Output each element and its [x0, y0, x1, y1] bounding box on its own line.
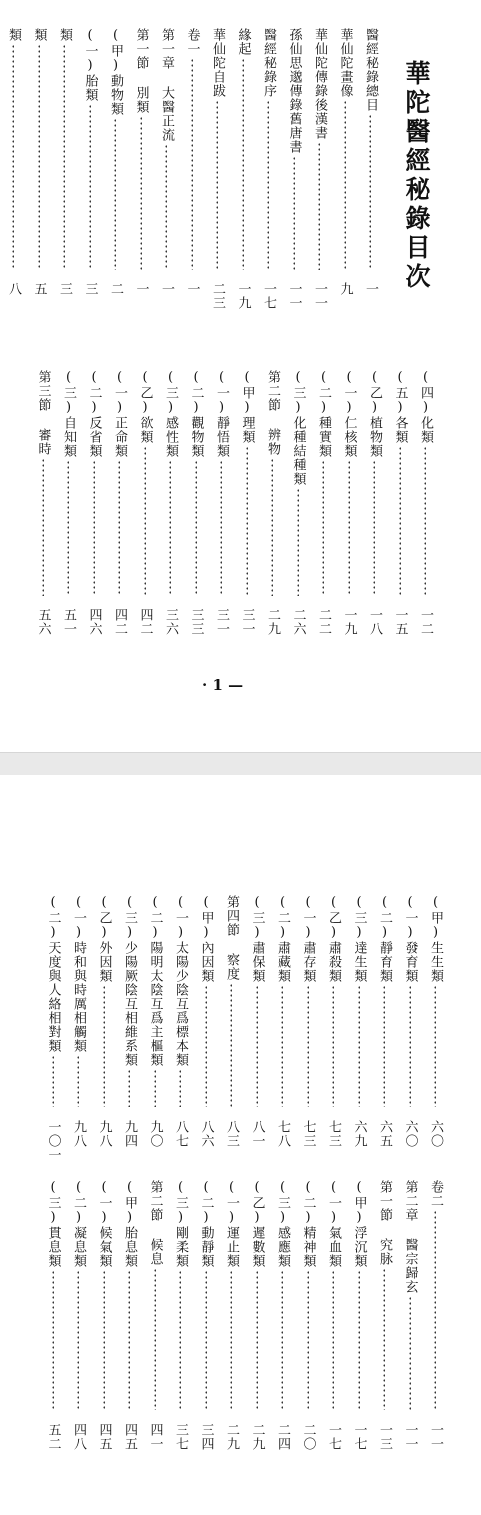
leader-dots: [256, 1270, 258, 1410]
toc-entry[interactable]: [258, 28, 278, 272]
toc-entry-page: 一八: [367, 608, 382, 636]
toc-entry-page: 一: [159, 282, 174, 296]
leader-dots: [230, 1270, 232, 1410]
toc-entry-label: (二)精神類: [300, 1180, 316, 1268]
leader-dots: [332, 1270, 334, 1410]
leader-dots: [307, 985, 309, 1107]
toc-entry-page: 二九: [249, 1423, 265, 1451]
leader-dots: [179, 1270, 181, 1410]
toc-entry-label: (三)剛柔類: [173, 1180, 188, 1268]
toc-entry-page: 六九: [351, 1120, 367, 1148]
toc-entry[interactable]: [237, 370, 257, 598]
leader-dots: [169, 460, 171, 596]
toc-entry-page: 七三: [326, 1120, 341, 1148]
toc-entry[interactable]: [390, 370, 410, 598]
toc-entry[interactable]: [43, 1180, 63, 1412]
toc-entry[interactable]: [131, 28, 151, 272]
toc-entry-page: 三一: [214, 608, 229, 636]
leader-dots: [140, 116, 142, 270]
toc-entry-label: (二)觀物類: [188, 370, 204, 458]
toc-entry[interactable]: [247, 1180, 267, 1412]
toc-entry-page: 二四: [275, 1423, 290, 1451]
toc-entry-page: 九八: [96, 1120, 112, 1148]
toc-entry-page: 一九: [341, 608, 357, 636]
toc-entry-label: (二)反省類: [86, 370, 102, 458]
leader-dots: [89, 104, 91, 270]
toc-entry[interactable]: [288, 370, 308, 598]
toc-entry-label: (乙)遲數類: [249, 1180, 265, 1268]
toc-entry-page: 四六: [86, 608, 102, 636]
toc-entry-label: (甲)胎息類: [122, 1180, 137, 1268]
toc-entry-page: 一一: [312, 282, 327, 310]
leader-dots: [118, 460, 120, 596]
leader-dots: [322, 460, 324, 596]
toc-entry-label: (一)太陽少陰互爲標本類: [173, 895, 188, 1067]
leader-dots: [12, 44, 14, 270]
toc-entry-page: 一〇一: [45, 1120, 61, 1162]
leader-dots: [67, 460, 69, 596]
toc-entry-label: (三)感性類: [163, 370, 178, 458]
leader-dots: [307, 1270, 309, 1410]
leader-dots: [230, 983, 232, 1107]
toc-entry[interactable]: [109, 370, 129, 598]
toc-entry[interactable]: [233, 28, 253, 272]
toc-entry-label: 類: [6, 28, 21, 42]
toc-entry-label: (三)達生類: [351, 895, 367, 983]
toc-entry-page: 七八: [275, 1120, 290, 1148]
toc-entry[interactable]: [425, 1180, 445, 1412]
toc-entry-label: 卷一: [184, 28, 200, 56]
leader-dots: [293, 156, 295, 270]
toc-entry-label: (甲)浮沉類: [351, 1180, 367, 1268]
toc-entry-page: 九〇: [147, 1120, 163, 1148]
leader-dots: [434, 985, 436, 1107]
leader-dots: [220, 460, 222, 596]
page-separator: [0, 752, 481, 776]
toc-entry-label: 第一節 別類: [133, 28, 149, 114]
toc-entry[interactable]: [170, 1180, 190, 1412]
toc-entry-label: 第四節 察度: [224, 895, 239, 981]
toc-entry-page: 八六: [198, 1120, 214, 1148]
toc-entry-page: 四二: [137, 608, 153, 636]
leader-dots: [103, 1270, 105, 1410]
leader-dots: [399, 446, 401, 596]
toc-entry-page: 六五: [377, 1120, 392, 1148]
toc-entry-page: 二六: [290, 608, 306, 636]
toc-entry-page: 三四: [198, 1423, 214, 1451]
toc-entry[interactable]: [313, 370, 333, 598]
toc-entry-label: (二)種實類: [316, 370, 331, 458]
toc-entry-page: 二: [108, 282, 123, 296]
toc-entry-page: 一七: [261, 282, 276, 310]
leader-dots: [38, 44, 40, 270]
toc-title: 華陀醫經秘錄目次: [402, 60, 431, 292]
toc-entry-page: 六〇: [402, 1120, 418, 1148]
leader-dots: [281, 985, 283, 1107]
leader-dots: [297, 488, 299, 596]
leader-dots: [358, 1270, 360, 1410]
leader-dots: [369, 114, 371, 270]
toc-entry-label: (三)貫息類: [45, 1180, 61, 1268]
toc-entry[interactable]: [54, 28, 74, 272]
leader-dots: [77, 1055, 79, 1107]
toc-entry-label: (乙)肅殺類: [326, 895, 341, 983]
toc-entry-label: (四)化類: [418, 370, 433, 444]
toc-entry-page: 五二: [45, 1423, 61, 1451]
toc-entry[interactable]: [298, 895, 318, 1109]
toc-entry[interactable]: [374, 895, 394, 1109]
toc-entry-label: 類: [31, 28, 47, 42]
toc-entry-label: (一)運止類: [224, 1180, 239, 1268]
leader-dots: [332, 985, 334, 1107]
toc-entry-label: 華仙陀自跋: [210, 28, 225, 98]
toc-entry-label: 緣起: [235, 28, 251, 56]
toc-entry-page: 二二: [316, 608, 331, 636]
toc-entry[interactable]: [196, 895, 216, 1109]
toc-entry-page: 四五: [96, 1423, 112, 1451]
leader-dots: [195, 460, 197, 596]
toc-entry-label: 第三節 審時: [35, 370, 51, 456]
toc-entry-page: 一一: [286, 282, 302, 310]
toc-entry-label: (二)天度與人絡相對類: [45, 895, 61, 1053]
toc-entry-label: (三)肅保類: [249, 895, 265, 983]
toc-entry-label: (二)動靜類: [198, 1180, 214, 1268]
toc-entry[interactable]: [415, 370, 435, 598]
leader-dots: [424, 446, 426, 596]
toc-entry-page: 九: [337, 282, 353, 296]
toc-entry[interactable]: [135, 370, 155, 598]
toc-entry-label: (三)自知類: [61, 370, 76, 458]
leader-dots: [205, 1270, 207, 1410]
toc-entry[interactable]: [262, 370, 282, 598]
toc-entry-page: 一: [133, 282, 149, 296]
toc-entry[interactable]: [425, 895, 445, 1109]
toc-entry-label: (一)發育類: [402, 895, 418, 983]
leader-dots: [267, 100, 269, 270]
toc-page-2: [0, 775, 481, 1515]
toc-entry-page: 一一: [428, 1423, 443, 1451]
toc-entry[interactable]: [349, 895, 369, 1109]
leader-dots: [179, 1069, 181, 1107]
toc-entry[interactable]: [119, 895, 139, 1109]
toc-entry-label: (甲)內因類: [198, 895, 214, 983]
toc-entry-page: 八一: [249, 1120, 265, 1148]
toc-entry[interactable]: [360, 28, 380, 272]
toc-entry-page: 四八: [71, 1423, 86, 1451]
toc-entry-label: (一)正命類: [112, 370, 127, 458]
toc-entry-page: 三七: [173, 1423, 188, 1451]
toc-entry-label: (二)肅藏類: [275, 895, 290, 983]
toc-entry-page: 八: [6, 282, 21, 296]
toc-entry-label: (三)化種結種類: [290, 370, 306, 486]
toc-entry-page: 二三: [210, 282, 225, 310]
toc-entry-page: 三: [57, 282, 72, 296]
toc-entry[interactable]: [33, 370, 53, 598]
toc-entry-label: 第二節 辨物: [265, 370, 280, 456]
toc-entry-label: (一)胎類: [82, 28, 98, 102]
leader-dots: [205, 985, 207, 1107]
toc-entry-page: 一二: [418, 608, 433, 636]
toc-entry[interactable]: [186, 370, 206, 598]
toc-entry-page: 五: [31, 282, 47, 296]
toc-entry[interactable]: [170, 895, 190, 1109]
toc-entry[interactable]: [58, 370, 78, 598]
leader-dots: [128, 1069, 130, 1107]
toc-entry-page: 一三: [377, 1423, 392, 1451]
toc-entry-label: (五)各類: [392, 370, 408, 444]
leader-dots: [103, 985, 105, 1107]
toc-entry-label: (二)陽明太陰互爲主樞類: [147, 895, 163, 1067]
toc-entry-page: 三六: [163, 608, 178, 636]
toc-entry[interactable]: [119, 1180, 139, 1412]
toc-entry-label: (乙)植物類: [367, 370, 382, 458]
toc-entry[interactable]: [68, 895, 88, 1109]
leader-dots: [409, 985, 411, 1107]
toc-entry[interactable]: [105, 28, 125, 272]
toc-entry-label: 醫經秘錄總目: [363, 28, 378, 112]
toc-entry-label: 華仙陀畫像: [337, 28, 353, 98]
leader-dots: [409, 1296, 411, 1410]
toc-entry-page: 二〇: [300, 1423, 316, 1451]
toc-entry[interactable]: [211, 370, 231, 598]
toc-entry-page: 一七: [326, 1423, 341, 1451]
toc-entry-page: 二九: [224, 1423, 239, 1451]
toc-entry-page: 八三: [224, 1120, 239, 1148]
toc-entry-page: 九四: [122, 1120, 137, 1148]
leader-dots: [114, 118, 116, 270]
toc-entry[interactable]: [145, 1180, 165, 1412]
toc-entry-page: 三: [82, 282, 98, 296]
toc-entry-page: 一五: [392, 608, 408, 636]
toc-entry-label: (二)靜育類: [377, 895, 392, 983]
toc-entry-label: (甲)動物類: [108, 28, 123, 116]
leader-dots: [165, 144, 167, 270]
toc-entry[interactable]: [272, 1180, 292, 1412]
toc-entry-page: 六〇: [428, 1120, 443, 1148]
toc-entry[interactable]: [400, 895, 420, 1109]
toc-entry-label: (甲)理類: [239, 370, 255, 444]
toc-entry[interactable]: [323, 895, 343, 1109]
toc-entry-label: (一)肅存類: [300, 895, 316, 983]
toc-entry-label: (乙)欲類: [137, 370, 153, 444]
toc-entry-page: 五一: [61, 608, 76, 636]
toc-entry[interactable]: [145, 895, 165, 1109]
toc-entry-page: 一: [363, 282, 378, 296]
leader-dots: [246, 446, 248, 596]
leader-dots: [281, 1270, 283, 1410]
leader-dots: [144, 446, 146, 596]
toc-entry[interactable]: [84, 370, 104, 598]
toc-entry-label: 醫經秘錄序: [261, 28, 276, 98]
toc-entry[interactable]: [3, 28, 23, 272]
toc-entry[interactable]: [221, 1180, 241, 1412]
toc-entry[interactable]: [374, 1180, 394, 1412]
leader-dots: [348, 460, 350, 596]
toc-page-1: [0, 0, 481, 752]
toc-entry-page: 三三: [188, 608, 204, 636]
toc-entry[interactable]: [160, 370, 180, 598]
toc-entry[interactable]: [339, 370, 359, 598]
leader-dots: [154, 1069, 156, 1107]
leader-dots: [216, 100, 218, 270]
leader-dots: [93, 460, 95, 596]
toc-entry[interactable]: [43, 895, 63, 1109]
toc-entry-label: (二)凝息類: [71, 1180, 86, 1268]
toc-entry[interactable]: [298, 1180, 318, 1412]
toc-entry-page: 一: [184, 282, 200, 296]
toc-entry-label: 第一章 大醫正流: [159, 28, 174, 142]
leader-dots: [154, 1268, 156, 1410]
toc-entry[interactable]: [323, 1180, 343, 1412]
leader-dots: [434, 1210, 436, 1410]
leader-dots: [271, 458, 273, 596]
leader-dots: [373, 460, 375, 596]
leader-dots: [344, 100, 346, 270]
leader-dots: [52, 1270, 54, 1410]
toc-entry[interactable]: [349, 1180, 369, 1412]
toc-entry-label: 華仙陀傳錄後漢書: [312, 28, 327, 140]
toc-entry-label: (一)時和與時厲相觸類: [71, 895, 86, 1053]
toc-entry-label: (乙)外因類: [96, 895, 112, 983]
toc-entry[interactable]: [247, 895, 267, 1109]
leader-dots: [128, 1270, 130, 1410]
toc-entry-label: 卷二: [428, 1180, 443, 1208]
leader-dots: [383, 1268, 385, 1410]
toc-entry[interactable]: [272, 895, 292, 1109]
toc-entry[interactable]: [80, 28, 100, 272]
toc-entry[interactable]: [284, 28, 304, 272]
toc-entry-label: (三)感應類: [275, 1180, 290, 1268]
toc-entry-label: (一)靜悟類: [214, 370, 229, 458]
toc-entry-label: 第一節 究脉: [377, 1180, 392, 1266]
toc-entry-label: 孫仙思邈傳錄舊唐書: [286, 28, 302, 154]
toc-entry-page: 九八: [71, 1120, 86, 1148]
toc-entry[interactable]: [196, 1180, 216, 1412]
toc-entry-page: 一七: [351, 1423, 367, 1451]
leader-dots: [42, 458, 44, 596]
leader-dots: [242, 58, 244, 270]
leader-dots: [52, 1055, 54, 1107]
toc-entry[interactable]: [29, 28, 49, 272]
toc-entry-label: (一)仁核類: [341, 370, 357, 458]
leader-dots: [256, 985, 258, 1107]
toc-entry[interactable]: [94, 895, 114, 1109]
toc-entry-page: 一一: [402, 1423, 418, 1451]
toc-entry[interactable]: [221, 895, 241, 1109]
toc-entry-page: 四一: [147, 1423, 163, 1451]
leader-dots: [191, 58, 193, 270]
toc-entry-page: 七三: [300, 1120, 316, 1148]
leader-dots: [63, 44, 65, 270]
toc-entry-page: 一九: [235, 282, 251, 310]
toc-entry[interactable]: [156, 28, 176, 272]
leader-dots: [318, 142, 320, 270]
leader-dots: [77, 1270, 79, 1410]
toc-entry[interactable]: [400, 1180, 420, 1412]
toc-entry-label: (甲)生生類: [428, 895, 443, 983]
toc-entry[interactable]: [68, 1180, 88, 1412]
toc-entry[interactable]: [309, 28, 329, 272]
leader-dots: [383, 985, 385, 1107]
toc-entry[interactable]: [364, 370, 384, 598]
toc-entry-page: 四二: [112, 608, 127, 636]
toc-entry-page: 二九: [265, 608, 280, 636]
toc-entry-label: (三)少陽厥陰互相維系類: [122, 895, 137, 1067]
toc-entry-page: 三一: [239, 608, 255, 636]
toc-entry-label: 類: [57, 28, 72, 42]
toc-entry-label: 第二節 候息: [147, 1180, 163, 1266]
page-number: · 1 —: [202, 676, 244, 694]
toc-entry[interactable]: [94, 1180, 114, 1412]
toc-entry-page: 四五: [122, 1423, 137, 1451]
toc-entry-label: (一)候氣類: [96, 1180, 112, 1268]
toc-entry-page: 八七: [173, 1120, 188, 1148]
toc-entry[interactable]: [207, 28, 227, 272]
toc-entry-label: (一)氣血類: [326, 1180, 341, 1268]
toc-entry[interactable]: [335, 28, 355, 272]
toc-entry-label: 第二章 醫宗歸玄: [402, 1180, 418, 1294]
leader-dots: [358, 985, 360, 1107]
toc-entry[interactable]: [182, 28, 202, 272]
toc-entry-page: 五六: [35, 608, 51, 636]
